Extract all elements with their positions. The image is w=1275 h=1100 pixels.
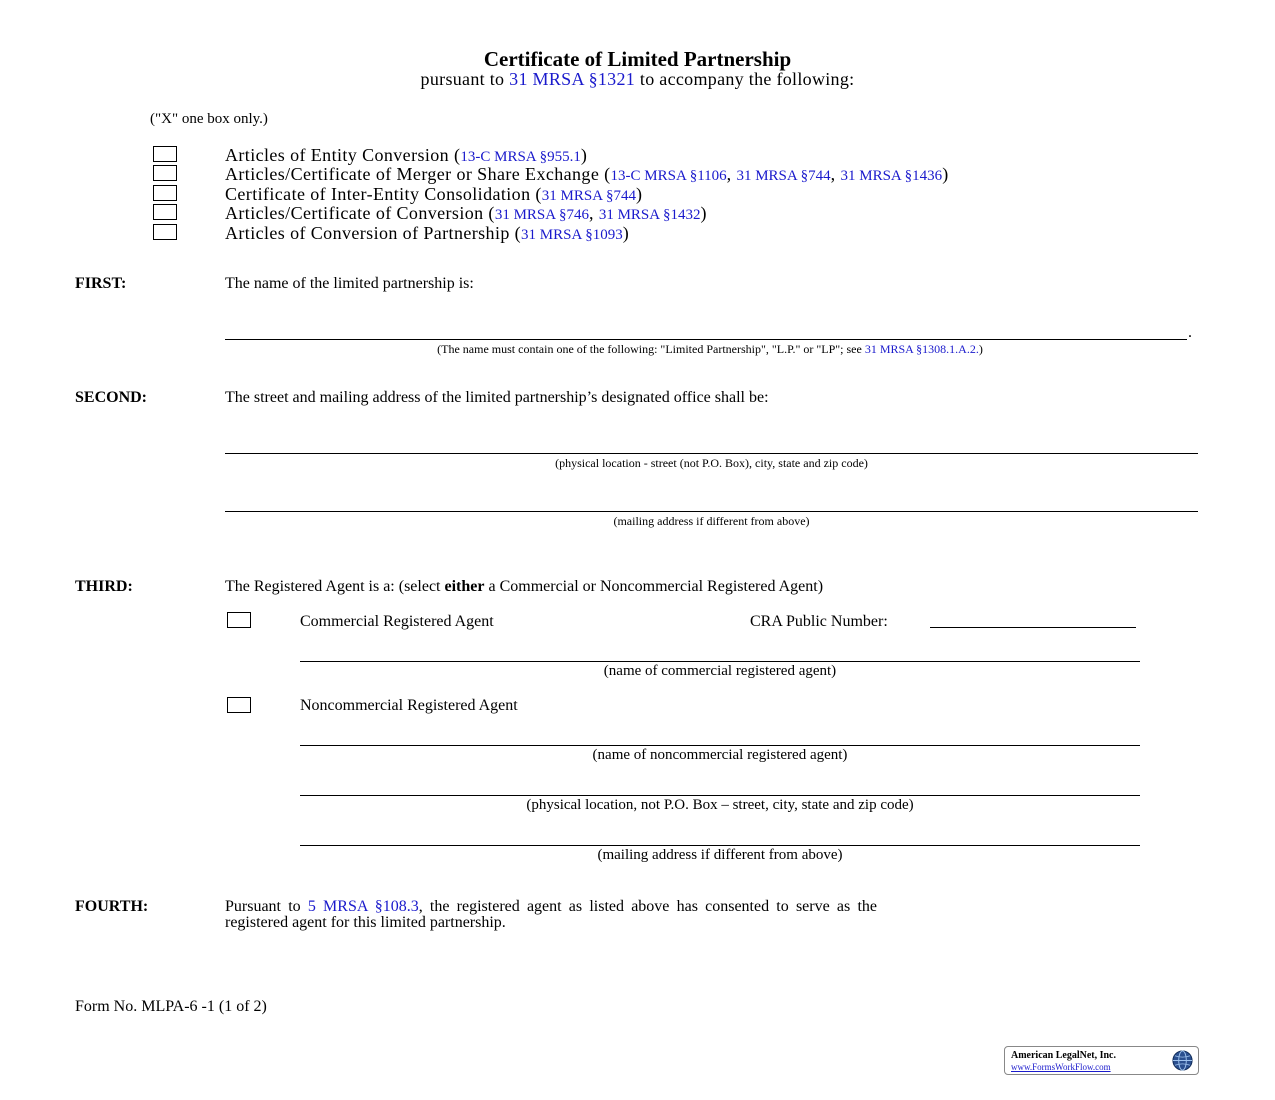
noncommercial-agent-checkbox[interactable]: [227, 697, 251, 713]
option-merger: Articles/Certificate of Merger or Share Exchange (13-C MRSA §1106, 31 MRSA §744, 31 MRSA §1436): [225, 164, 949, 184]
option-consolidation: Certificate of Inter-Entity Consolidation (31 MRSA §744): [225, 184, 643, 204]
first-label: FIRST:: [75, 275, 127, 292]
commercial-agent-note: (name of commercial registered agent): [603, 663, 837, 679]
noncommercial-physical-field[interactable]: [300, 795, 1140, 796]
statute-link[interactable]: 31 MRSA §744: [736, 168, 831, 184]
noncommercial-agent-name-field[interactable]: [300, 745, 1140, 746]
option-checkbox-entity-conversion[interactable]: [153, 146, 177, 162]
commercial-agent-name-field[interactable]: [300, 661, 1140, 662]
fourth-label: FOURTH:: [75, 898, 149, 915]
statute-link[interactable]: 5 MRSA §108.3: [307, 898, 419, 915]
form-number: Form No. MLPA-6 -1 (1 of 2): [75, 998, 267, 1015]
office-physical-address-field[interactable]: [225, 453, 1198, 454]
globe-icon: [1171, 1049, 1194, 1072]
page-title: Certificate of Limited Partnership: [483, 47, 792, 71]
statute-link[interactable]: 31 MRSA §1436: [840, 168, 943, 184]
noncommercial-agent-label: Noncommercial Registered Agent: [300, 697, 518, 714]
first-note: (The name must contain one of the following: "Limited Partnership", "L.P." or "LP"; see 31 MRSA §1308.1.A.2.): [437, 342, 983, 356]
office-mailing-address-field[interactable]: [225, 511, 1198, 512]
second-text: The street and mailing address of the limited partnership’s designated office shall be:: [225, 389, 769, 406]
physical-location-note: (physical location - street (not P.O. Box), city, state and zip code): [555, 456, 868, 470]
cra-number-field[interactable]: [930, 627, 1136, 628]
fourth-text-line2: registered agent for this limited partnership.: [225, 914, 506, 931]
statute-link[interactable]: 31 MRSA §746: [494, 207, 590, 223]
commercial-agent-checkbox[interactable]: [227, 612, 251, 628]
noncommercial-name-note: (name of noncommercial registered agent): [592, 747, 848, 763]
name-field-period: .: [1188, 324, 1192, 341]
mailing-address-note: (mailing address if different from above): [613, 514, 810, 528]
instruction-text: ("X" one box only.): [150, 111, 268, 127]
option-entity-conversion: Articles of Entity Conversion (13-C MRSA §955.1): [225, 145, 588, 165]
commercial-agent-label: Commercial Registered Agent: [300, 613, 494, 630]
logo-company-name: American LegalNet, Inc.: [1011, 1050, 1116, 1061]
statute-link[interactable]: 31 MRSA §1432: [598, 207, 701, 223]
partnership-name-field[interactable]: [225, 339, 1187, 340]
subtitle-statute-link[interactable]: 31 MRSA §1321: [509, 69, 636, 89]
cra-number-label: CRA Public Number:: [750, 613, 888, 630]
option-checkbox-conversion[interactable]: [153, 204, 177, 220]
third-text: The Registered Agent is a: (select either a Commercial or Noncommercial Registered Agent): [225, 578, 824, 595]
statute-link[interactable]: 13-C MRSA §1106: [610, 168, 727, 184]
statute-link[interactable]: 31 MRSA §744: [541, 188, 636, 204]
fourth-text-line1: Pursuant to 5 MRSA §108.3, the registered agent as listed above has consented to serve as the: [225, 898, 877, 915]
option-checkbox-partnership-conversion[interactable]: [153, 224, 177, 240]
statute-link[interactable]: 31 MRSA §1093: [521, 227, 623, 243]
second-label: SECOND:: [75, 389, 148, 406]
option-conversion: Articles/Certificate of Conversion (31 MRSA §746, 31 MRSA §1432): [225, 203, 707, 223]
page-subtitle: pursuant to 31 MRSA §1321 to accompany the following:: [420, 69, 855, 89]
company-logo[interactable]: [1004, 1046, 1199, 1075]
first-text: The name of the limited partnership is:: [225, 275, 474, 292]
noncommercial-mailing-field[interactable]: [300, 845, 1140, 846]
statute-link[interactable]: 13-C MRSA §955.1: [460, 149, 581, 165]
statute-link[interactable]: 31 MRSA §1308.1.A.2.: [864, 342, 979, 356]
option-checkbox-merger[interactable]: [153, 165, 177, 181]
noncommercial-physical-note: (physical location, not P.O. Box – street, city, state and zip code): [526, 797, 914, 813]
third-label: THIRD:: [75, 578, 133, 595]
option-partnership-conversion: Articles of Conversion of Partnership (31 MRSA §1093): [225, 223, 630, 243]
noncommercial-mailing-note: (mailing address if different from above): [597, 847, 843, 863]
option-checkbox-consolidation[interactable]: [153, 185, 177, 201]
logo-url-link[interactable]: www.FormsWorkFlow.com: [1011, 1062, 1111, 1072]
